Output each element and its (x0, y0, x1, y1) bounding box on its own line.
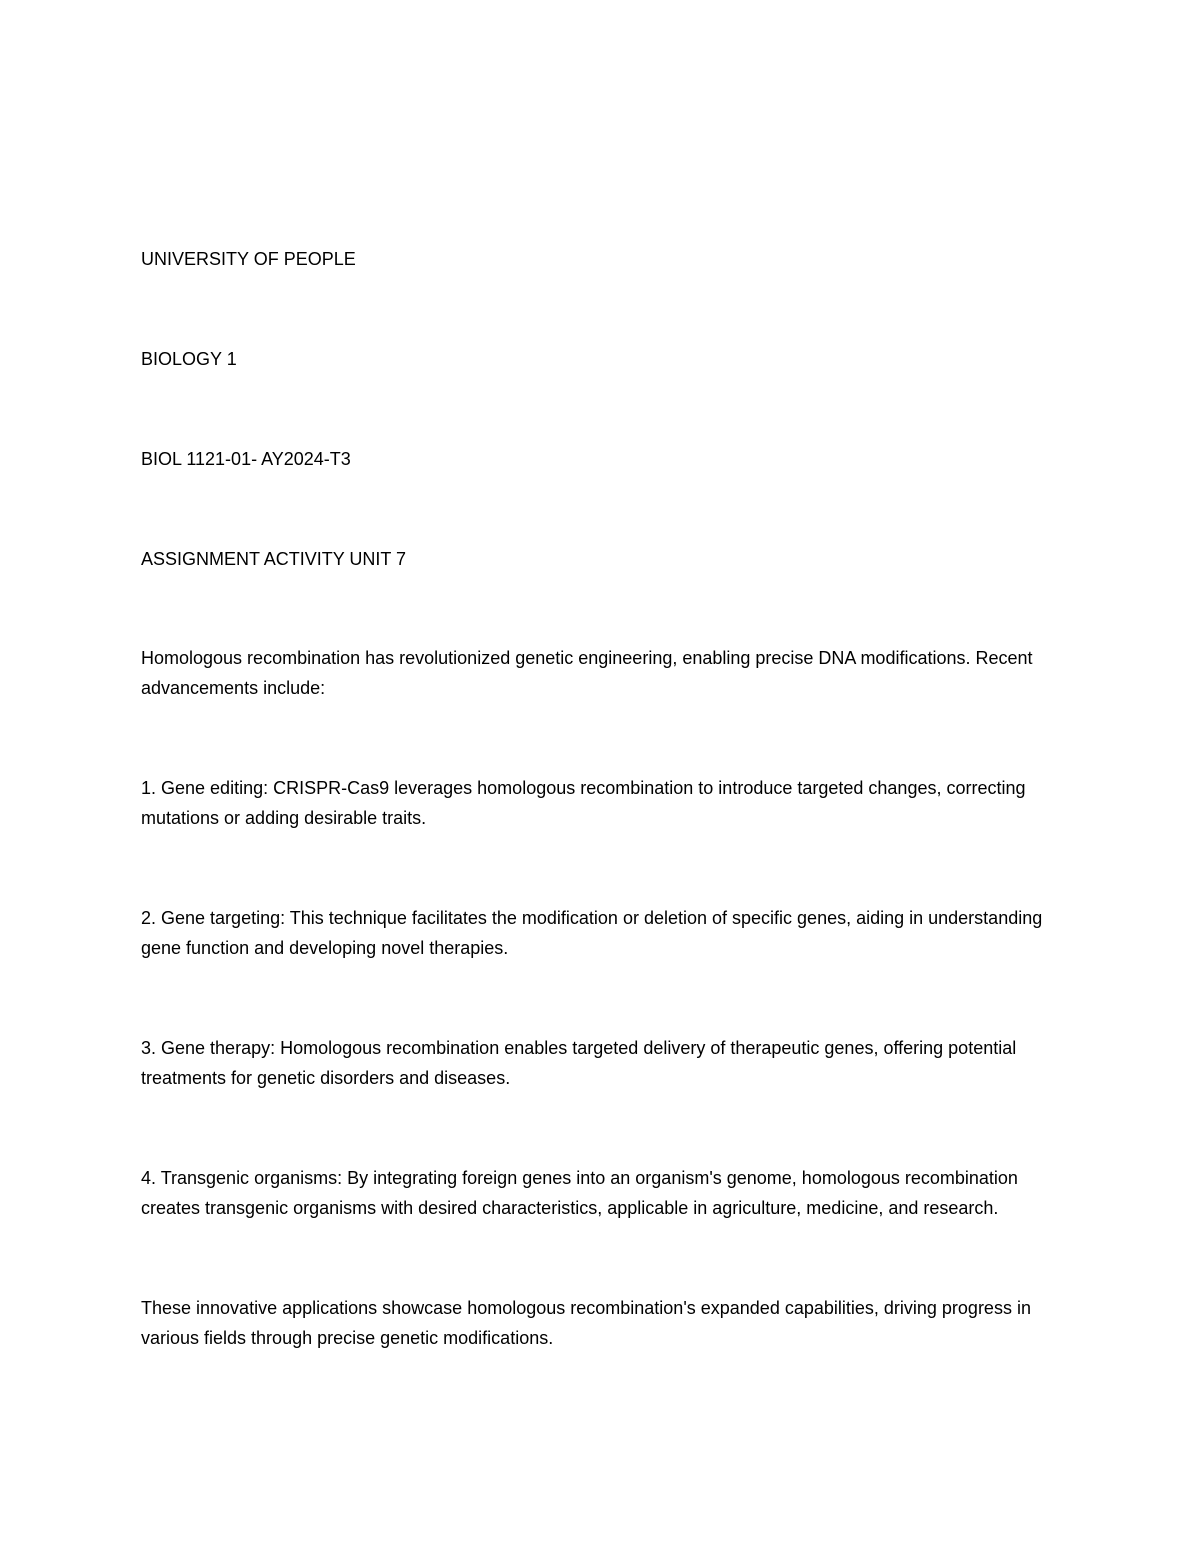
intro-paragraph: Homologous recombination has revolutionized genetic engineering, enabling precise DNA modifications. Recent advancements include: (141, 647, 1033, 698)
university-name: UNIVERSITY OF PEOPLE (141, 249, 356, 269)
assignment-title: ASSIGNMENT ACTIVITY UNIT 7 (141, 549, 407, 569)
document-body (141, 244, 1071, 1354)
list-item-transgenic-organisms: 4. Transgenic organisms: By integrating foreign genes into an organism's genome, homologous recombination creates transgenic organisms with desired characteristics, applicable in agriculture, medicine, and research. (141, 1167, 1018, 1218)
list-item-gene-targeting: 2. Gene targeting: This technique facilitates the modification or deletion of specific genes, aiding in understanding gene function and developing novel therapies. (141, 907, 1043, 958)
list-item-gene-therapy: 3. Gene therapy: Homologous recombination enables targeted delivery of therapeutic genes, offering potential treatments for genetic disorders and diseases. (141, 1037, 1017, 1088)
course-code: BIOL 1121-01- AY2024-T3 (141, 449, 351, 469)
conclusion-paragraph: These innovative applications showcase homologous recombination's expanded capabilities, driving progress in various fields through precise genetic modifications. (141, 1297, 1031, 1348)
course-name: BIOLOGY 1 (141, 349, 237, 369)
list-item-gene-editing: 1. Gene editing: CRISPR-Cas9 leverages homologous recombination to introduce targeted changes, correcting mutations or adding desirable traits. (141, 777, 1026, 828)
